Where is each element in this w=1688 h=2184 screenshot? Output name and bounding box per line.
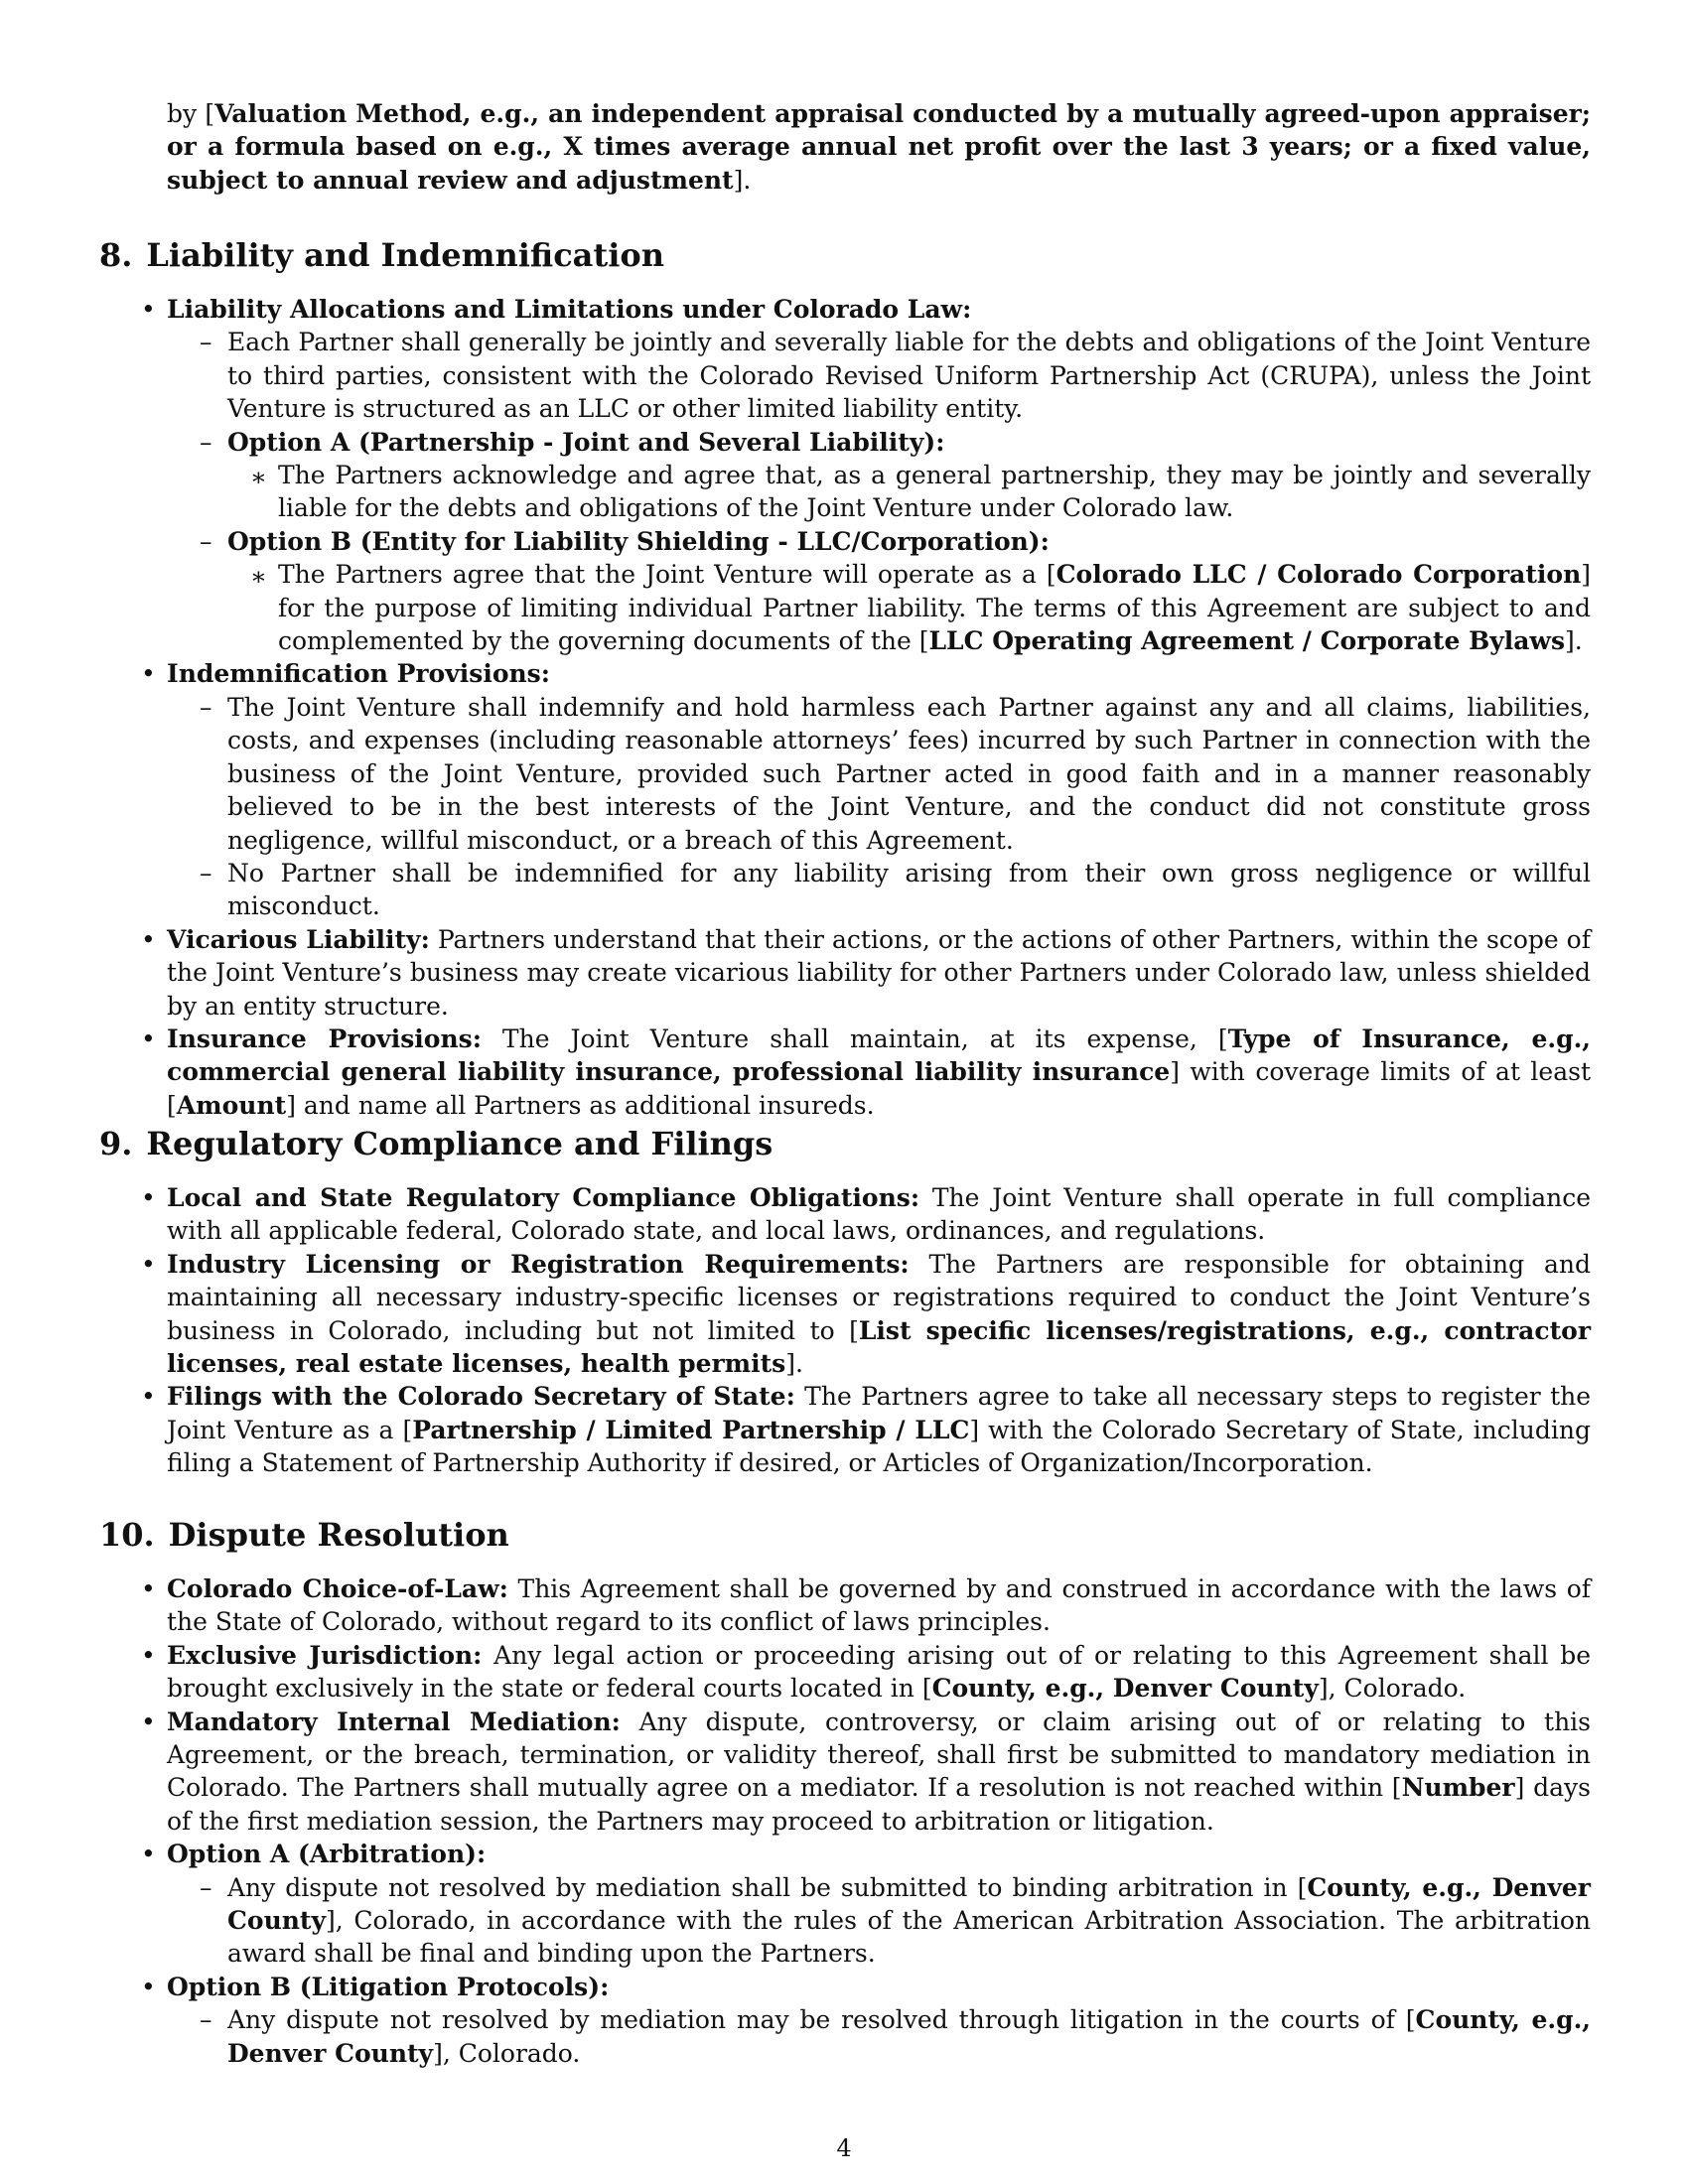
continuation-paragraph	[167, 97, 1591, 197]
jurisdiction-text-2: ], Colorado.	[1318, 1674, 1467, 1704]
bullet-marker: •	[141, 1024, 156, 1053]
section-10-number: 10.	[99, 1516, 155, 1554]
liability-option-b-item	[167, 525, 1591, 558]
insurance-text-1: The Joint Venture shall maintain, at its expense, [	[481, 1024, 1228, 1053]
choice-of-law-label: Colorado Choice-of-Law:	[167, 1574, 508, 1603]
liability-allocations-label: Liability Allocations and Limitations under Colorado Law:	[167, 295, 972, 324]
arbitration-option-label: Option A (Arbitration):	[167, 1840, 487, 1869]
intro-text-2: ].	[733, 165, 752, 195]
bullet-marker: •	[141, 1706, 156, 1736]
bullet-marker: •	[141, 1183, 156, 1212]
liability-option-b-text-2: ] for the purpose of limiting individual Partner liability. The terms of this Agreement are subject to and complemented by the governing documents of the [	[278, 560, 1592, 656]
indemnification-sublist	[167, 691, 1591, 923]
liability-option-a-label: Option A (Partnership - Joint and Several Liability):	[227, 427, 945, 457]
bullet-marker: •	[141, 659, 156, 689]
valuation-method-placeholder: Valuation Method, e.g., an independent appraisal conducted by a mutually agreed-upon appraiser; or a formula based on e.g., X times average annual net profit over the last 3 years; or a fixed value, subject to annual review and adjustment	[167, 99, 1591, 195]
choice-of-law-item	[137, 1572, 1591, 1639]
dash-marker: –	[200, 2005, 212, 2035]
arbitration-option-item	[137, 1838, 1591, 1971]
bullet-marker: •	[141, 1640, 156, 1670]
filings-text-2: ] with the Colorado Secretary of State, including filing a Statement of Partnership Authority if desired, or Articles of Organization/Incorporation.	[167, 1415, 1591, 1478]
bullet-marker: •	[141, 924, 156, 954]
dash-marker: –	[200, 427, 212, 457]
regulatory-compliance-text: The Joint Venture shall operate in full compliance with all applicable federal, Colorado state, and local laws, ordinances, and regulations.	[167, 1183, 1592, 1246]
insurance-type-placeholder: Type of Insurance, e.g., commercial general liability insurance, professional liability insurance	[167, 1024, 1591, 1087]
secretary-of-state-filings-item	[137, 1380, 1591, 1479]
insurance-text-3: ] and name all Partners as additional insureds.	[286, 1090, 875, 1120]
section-10-title: Dispute Resolution	[168, 1516, 509, 1554]
section-8-title: Liability and Indemnification	[146, 236, 664, 274]
regulatory-compliance-item	[137, 1181, 1591, 1248]
arbitration-text-1: Any dispute not resolved by mediation shall be submitted to binding arbitration in [	[227, 1872, 1308, 1902]
litigation-county-placeholder: County, e.g., Denver County	[227, 2005, 1592, 2068]
insurance-provisions-item	[137, 1023, 1591, 1122]
litigation-option-label: Option B (Litigation Protocols):	[167, 1972, 610, 2001]
mediation-days-placeholder: Number	[1401, 1773, 1515, 1803]
bullet-marker: •	[141, 1840, 156, 1869]
litigation-option-item	[137, 1971, 1591, 2070]
bullet-marker: •	[141, 1249, 156, 1279]
intro-text-1: by [	[167, 99, 215, 128]
indemnify-partners-item	[167, 691, 1591, 857]
governing-documents-placeholder: LLC Operating Agreement / Corporate Bylaws	[928, 626, 1566, 656]
dash-marker: –	[200, 858, 212, 887]
industry-licensing-label: Industry Licensing or Registration Requirements:	[167, 1249, 910, 1279]
mandatory-mediation-item	[137, 1706, 1591, 1839]
star-marker: ∗	[250, 463, 267, 492]
liability-option-b-detail	[167, 558, 1591, 657]
section-9-list	[137, 1181, 1591, 1480]
arbitration-text-2: ], Colorado, in accordance with the rules of the American Arbitration Association. The arbitration award shall be final and binding upon the Partners.	[227, 1906, 1591, 1969]
industry-licensing-text-1: The Partners are responsible for obtaining and maintaining all necessary industry-specific licenses or registrations required to conduct the Joint Venture’s business in Colorado, including but not limited to [	[167, 1249, 1591, 1345]
vicarious-liability-label: Vicarious Liability:	[167, 924, 430, 954]
liability-option-b-text-3: ].	[1565, 626, 1583, 656]
joint-several-liability-text: Each Partner shall generally be jointly and severally liable for the debts and obligations of the Joint Venture to third parties, consistent with the Colorado Revised Uniform Partnership Act (CRUPA), unless the Joint Venture is structured as an LLC or other limited liability entity.	[227, 328, 1591, 424]
page-number: 4	[836, 2134, 852, 2162]
industry-licensing-item	[137, 1248, 1591, 1381]
liability-sublist	[167, 326, 1591, 657]
indemnification-item	[137, 657, 1591, 922]
no-indemnification-item	[167, 857, 1591, 923]
litigation-text-1: Any dispute not resolved by mediation may be resolved through litigation in the courts of [	[227, 2005, 1416, 2035]
arbitration-detail-item	[167, 1871, 1591, 1971]
entity-type-placeholder: Colorado LLC / Colorado Corporation	[1055, 560, 1582, 590]
liability-option-b-text-1: The Partners agree that the Joint Venture will operate as a [	[278, 560, 1056, 590]
mandatory-mediation-label: Mandatory Internal Mediation:	[167, 1706, 621, 1736]
section-10-list	[137, 1572, 1591, 2070]
liability-option-a-text: The Partners acknowledge and agree that, as a general partnership, they may be jointly and severally liable for the debts and obligations of the Joint Venture under Colorado law.	[278, 461, 1591, 523]
jurisdiction-county-placeholder: County, e.g., Denver County	[931, 1674, 1319, 1704]
bullet-marker: •	[141, 1574, 156, 1603]
filings-text-1: The Partners agree to take all necessary steps to register the Joint Venture as a [	[167, 1382, 1592, 1444]
arbitration-county-placeholder: County, e.g., Denver County	[227, 1872, 1591, 1936]
industry-licensing-text-2: ].	[785, 1349, 803, 1379]
section-8-list	[137, 293, 1591, 1122]
liability-option-b-label: Option B (Entity for Liability Shielding - LLC/Corporation):	[227, 526, 1050, 556]
secretary-of-state-filings-label: Filings with the Colorado Secretary of State:	[167, 1382, 795, 1412]
section-9-number: 9.	[99, 1125, 133, 1162]
dash-marker: –	[200, 1872, 212, 1902]
insurance-amount-placeholder: Amount	[176, 1090, 287, 1120]
section-8-heading	[99, 235, 664, 275]
regulatory-compliance-label: Local and State Regulatory Compliance Obligations:	[167, 1183, 920, 1212]
bullet-marker: •	[141, 1382, 156, 1412]
litigation-sublist	[167, 2003, 1591, 2070]
insurance-provisions-label: Insurance Provisions:	[167, 1024, 482, 1053]
dash-marker: –	[200, 328, 212, 357]
registration-type-placeholder: Partnership / Limited Partnership / LLC	[412, 1415, 970, 1444]
insurance-text-2: ] with coverage limits of at least [	[167, 1057, 1591, 1120]
section-10-heading	[99, 1515, 509, 1555]
mediation-text-1: Any dispute, controversy, or claim arising out of or relating to this Agreement, or the breach, termination, or validity thereof, shall first be submitted to mandatory mediation in Colorado. The Partners shall mutually agree on a mediator. If a resolution is not reached within [	[167, 1706, 1591, 1803]
vicarious-liability-item	[137, 923, 1591, 1023]
section-8-number: 8.	[99, 236, 133, 274]
exclusive-jurisdiction-label: Exclusive Jurisdiction:	[167, 1640, 483, 1670]
jurisdiction-text-1: Any legal action or proceeding arising out of or relating to this Agreement shall be brought exclusively in the state or federal courts located in [	[167, 1640, 1592, 1704]
liability-allocations-item	[137, 293, 1591, 657]
choice-of-law-text: This Agreement shall be governed by and construed in accordance with the laws of the State of Colorado, without regard to its conflict of laws principles.	[167, 1574, 1592, 1637]
dash-marker: –	[200, 692, 212, 722]
indemnification-label: Indemnification Provisions:	[167, 659, 550, 689]
mediation-text-2: ] days of the first mediation session, the Partners may proceed to arbitration or litigation.	[167, 1773, 1591, 1836]
vicarious-liability-text: Partners understand that their actions, or the actions of other Partners, within the scope of the Joint Venture’s business may create vicarious liability for other Partners under Colorado law, unless shielded by an entity structure.	[167, 924, 1591, 1021]
indemnify-partners-text: The Joint Venture shall indemnify and hold harmless each Partner against any and all claims, liabilities, costs, and expenses (including reasonable attorneys’ fees) incurred by such Partner in connection with the business of the Joint Venture, provided such Partner acted in good faith and in a manner reasonably believed to be in the best interests of the Joint Venture, and the conduct did not constitute gross negligence, willful misconduct, or a breach of this Agreement.	[227, 692, 1591, 855]
exclusive-jurisdiction-item	[137, 1639, 1591, 1706]
section-9-heading	[99, 1124, 773, 1163]
bullet-marker: •	[141, 295, 156, 324]
arbitration-sublist	[167, 1871, 1591, 1971]
litigation-detail-item	[167, 2003, 1591, 2070]
liability-option-a-item	[167, 426, 1591, 459]
bullet-marker: •	[141, 1972, 156, 2001]
liability-option-a-detail	[167, 459, 1591, 525]
no-indemnification-text: No Partner shall be indemnified for any liability arising from their own gross negligence or willful misconduct.	[227, 858, 1591, 921]
section-9-title: Regulatory Compliance and Filings	[146, 1125, 774, 1162]
star-marker: ∗	[250, 562, 267, 592]
dash-marker: –	[200, 526, 212, 556]
litigation-text-2: ], Colorado.	[433, 2038, 581, 2068]
licenses-placeholder: List specific licenses/registrations, e.g., contractor licenses, real estate licenses, health permits	[167, 1315, 1592, 1379]
joint-several-liability-item	[167, 326, 1591, 425]
